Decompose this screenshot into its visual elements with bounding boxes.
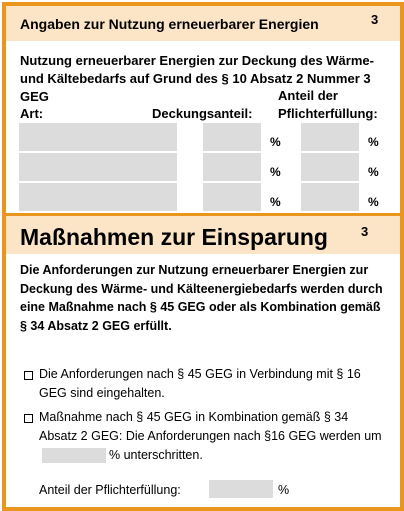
section-title-renewables: Angaben zur Nutzung erneuerbarer Energien	[20, 16, 319, 32]
footnote-marker: 3	[371, 12, 379, 27]
column-label-deckungsanteil: Deckungsanteil:	[152, 106, 253, 121]
anteil-field-1[interactable]	[300, 122, 360, 152]
column-label-anteil-2: Pflichterfüllung:	[278, 106, 378, 121]
deckung-field-2[interactable]	[202, 152, 262, 182]
section-title-savings: Maßnahmen zur Einsparung	[20, 224, 328, 250]
share-label: Anteil der Pflichterfüllung:	[39, 483, 181, 497]
footnote-marker: 3	[361, 224, 369, 239]
renewables-intro: Nutzung erneuerbarer Energien zur Deckung des Wärme- und Kältebedarfs auf Grund des § 10 Absatz 2 Nummer 3 GEG	[20, 53, 374, 104]
option-1-label: Die Anforderungen nach § 45 GEG in Verbindung mit § 16 GEG sind eingehalten.	[39, 367, 361, 400]
checkbox-option-1[interactable]	[24, 371, 33, 380]
option-2-label	[39, 408, 389, 465]
anteil-field-3[interactable]	[300, 182, 360, 212]
column-label-art: Art:	[20, 106, 44, 121]
option-2-text: Maßnahme nach § 45 GEG in Kombination gemäß § 34 Absatz 2 GEG: Die Anforderungen nach §16 GEG werden um	[39, 410, 382, 443]
section-header-savings	[6, 216, 400, 254]
checkbox-option-2[interactable]	[24, 414, 33, 423]
column-label-anteil-1: Anteil der	[278, 88, 338, 103]
percent-sign: %	[270, 135, 281, 149]
share-field[interactable]	[209, 480, 273, 498]
percent-sign: %	[368, 195, 379, 209]
percent-sign: %	[270, 165, 281, 179]
percent-sign: %	[368, 135, 379, 149]
art-field-1[interactable]	[18, 122, 178, 152]
percent-sign: %	[368, 165, 379, 179]
savings-intro: Die Anforderungen zur Nutzung erneuerbarer Energien zur Deckung des Wärme- und Kälteenergiebedarfs werden durch eine Maßnahme nach § 45 GEG oder als Kombination gemäß § 34 Absatz 2 GEG erfüllt.	[20, 263, 383, 333]
option-2-suffix: % unterschritten.	[109, 448, 203, 462]
deckung-field-1[interactable]	[202, 122, 262, 152]
art-field-2[interactable]	[18, 152, 178, 182]
deckung-field-3[interactable]	[202, 182, 262, 212]
anteil-field-2[interactable]	[300, 152, 360, 182]
percent-sign: %	[270, 195, 281, 209]
unterschreitung-field[interactable]	[42, 448, 106, 463]
form-frame	[2, 2, 404, 511]
percent-sign: %	[278, 483, 290, 497]
art-field-3[interactable]	[18, 182, 178, 212]
section-header-renewables	[6, 6, 400, 41]
